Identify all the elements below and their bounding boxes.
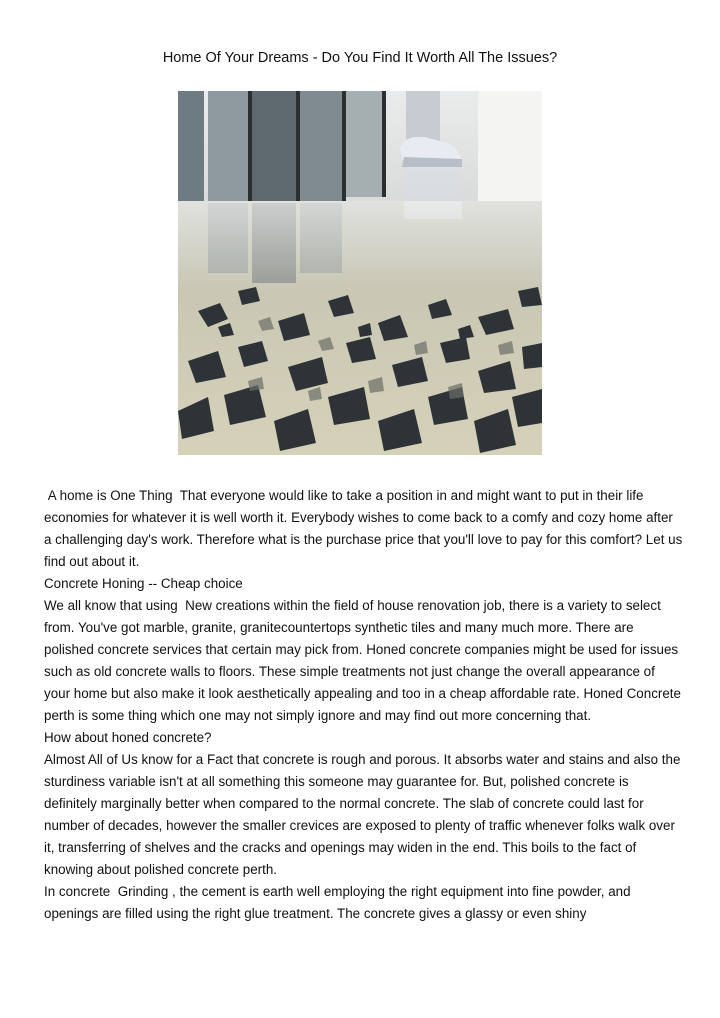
section-heading-honed-concrete: How about honed concrete?	[44, 730, 212, 745]
paragraph-renovation: We all know that using New creations within the field of house renovation job, there is a variety to select from. You've got marble, granite, granitecountertops synthetic tiles and many much more. There are polished concrete services that certain may pick from. Honed concrete companies might be used for issues such as old concrete walls to floors. These simple treatments not just change the overall appearance of your home but also make it look aesthetically appealing and too in a cheap affordable rate. Honed Concrete perth is some thing which one may not simply ignore and may find out more concerning that.	[44, 598, 685, 723]
polished-floor-illustration	[178, 91, 542, 455]
page-title: Home Of Your Dreams - Do You Find It Worth All The Issues?	[162, 50, 558, 66]
paragraph-polished-concrete: Almost All of Us know for a Fact that concrete is rough and porous. It absorbs water and stains and also the sturdiness variable isn't at all something this someone may guarantee for. But, polished concrete is definitely marginally better when compared to the normal concrete. The slab of concrete could last for number of decades, however the smaller crevices are exposed to plenty of traffic whenever folks walk over it, transferring of shelves and the cracks and openings may widen in the end. This boils to the fact of knowing about polished concrete perth.	[44, 752, 685, 877]
article-body	[44, 485, 687, 925]
paragraph-intro: A home is One Thing That everyone would like to take a position in and might want to put in their life economies for whatever it is well worth it. Everybody wishes to come back to a comfy and cozy home after a challenging day's work. Therefore what is the purchase price that you'll love to pay for this comfort? Let us find out about it.	[44, 488, 687, 569]
paragraph-grinding: In concrete Grinding , the cement is earth well employing the right equipment into fine powder, and openings are filled using the right glue treatment. The concrete gives a glassy or even shiny	[44, 884, 635, 921]
polished-floor-photo	[178, 91, 542, 455]
section-heading-concrete-honing: Concrete Honing -- Cheap choice	[44, 576, 243, 591]
